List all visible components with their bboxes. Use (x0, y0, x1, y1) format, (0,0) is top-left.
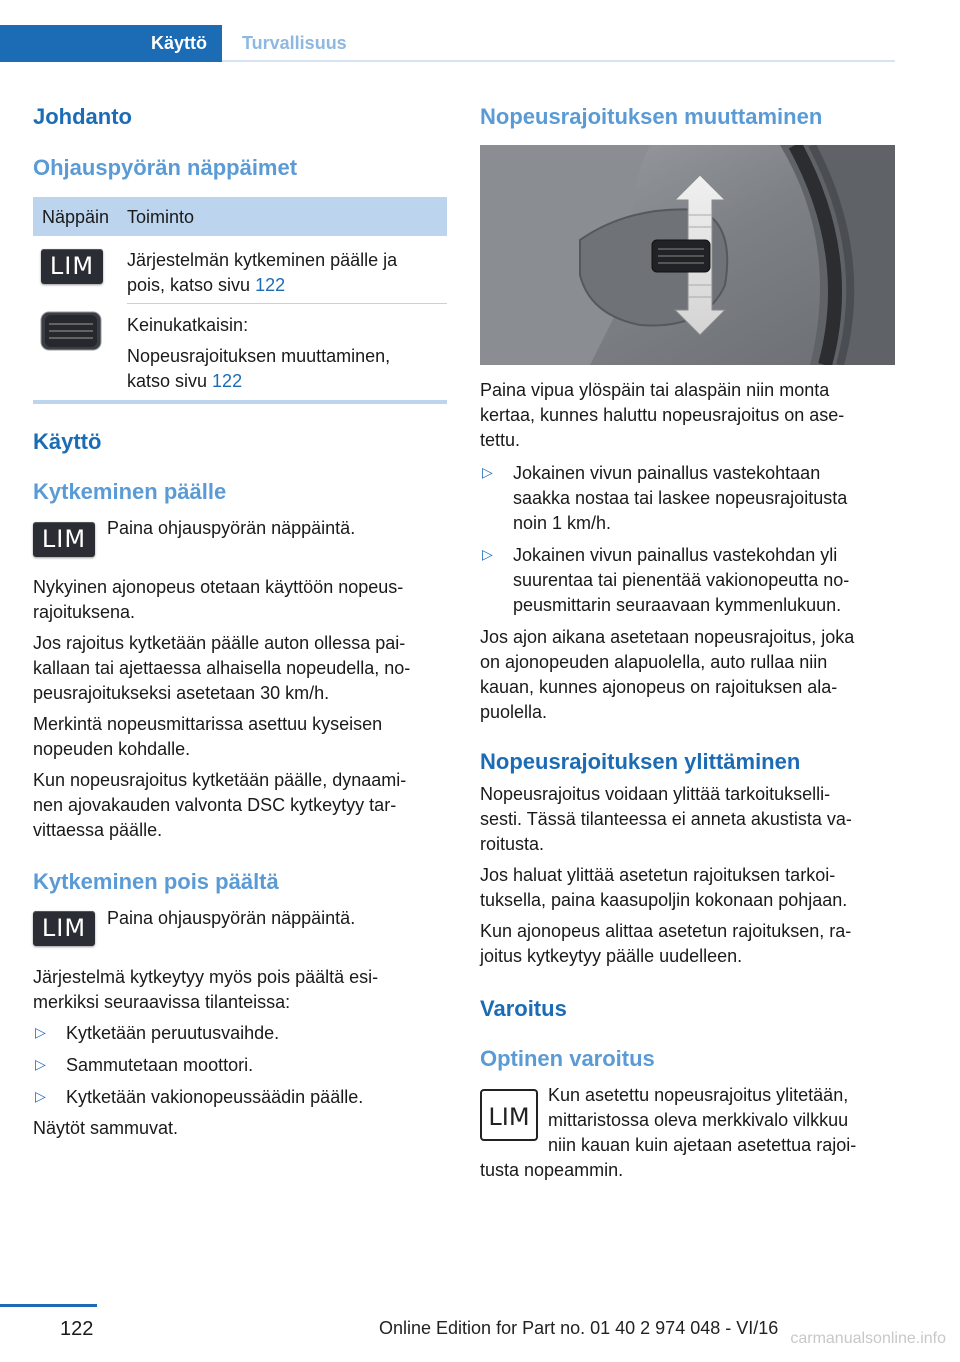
table-header (33, 197, 447, 236)
list-item: saakka nostaa tai laskee nopeusrajoitusta (513, 488, 848, 508)
list-item: peusmittarin seuraavaan kymmenlukuun. (513, 595, 842, 615)
paragraph: Järjestelmä kytkeytyy myös pois päältä esi‐ (33, 967, 379, 987)
paragraph: nopeuden kohdalle. (33, 739, 191, 759)
paragraph: Nykyinen ajonopeus otetaan käyttöön nopeus‐ (33, 577, 404, 597)
heading-varoitus: Varoitus (480, 996, 567, 1021)
paragraph: tettu. (480, 430, 521, 450)
list-item: Kytketään vakionopeussäädin päälle. (66, 1087, 364, 1107)
paragraph: kertaa, kunnes haluttu nopeusrajoitus on ase‐ (480, 405, 845, 425)
paragraph: Paina vipua ylöspäin tai alaspäin niin monta (480, 380, 830, 400)
instruction-text: Paina ohjauspyörän näppäintä. (107, 518, 356, 538)
list-item: noin 1 km/h. (513, 513, 612, 533)
page-link[interactable]: 122 (255, 275, 286, 295)
row-divider (127, 303, 447, 304)
list-item: Kytketään peruutusvaihde. (66, 1023, 280, 1043)
paragraph: Jos rajoitus kytketään päälle auton ollessa pai‐ (33, 633, 406, 653)
paragraph: kallaan tai ajettaessa alhaisella nopeudella, no‐ (33, 658, 411, 678)
table-row2-text2: katso sivu 122 (127, 371, 243, 391)
page-link[interactable]: 122 (212, 371, 243, 391)
lim-button-icon: LIM (33, 522, 95, 557)
paragraph: roitusta. (480, 834, 545, 854)
lim-button-icon: LIM (33, 911, 95, 946)
tab-kaytto[interactable] (0, 25, 222, 62)
heading-kaytto: Käyttö (33, 429, 102, 454)
col-nappain: Näppäin (42, 207, 110, 227)
heading-ohjauspyoran-nappaimet: Ohjauspyörän näppäimet (33, 155, 298, 180)
paragraph: Kun nopeusrajoitus kytketään päälle, dynaami‐ (33, 770, 407, 790)
table-row2-text: Nopeusrajoituksen muuttaminen, (127, 346, 391, 366)
table-row1-text2: pois, katso sivu 122 (127, 275, 286, 295)
col-toiminto: Toiminto (127, 207, 195, 227)
rocker-switch-icon (39, 310, 103, 352)
edition-text: Online Edition for Part no. 01 40 2 974 048 - VI/16 (379, 1318, 779, 1338)
paragraph: nen ajovakauden valvonta DSC kytkeytyy tar‐ (33, 795, 397, 815)
heading-optinen-varoitus: Optinen varoitus (480, 1046, 655, 1071)
bullet-triangle-icon: ▷ (482, 464, 493, 480)
heading-kytkeminen-paalle: Kytkeminen päälle (33, 479, 227, 504)
list-item: Jokainen vivun painallus vastekohtaan (513, 463, 821, 483)
heading-johdanto: Johdanto (33, 104, 132, 129)
lim-indicator-icon: LIM (480, 1089, 538, 1141)
paragraph: joitus kytkeytyy päälle uudelleen. (480, 946, 743, 966)
steering-wheel-photo (480, 145, 895, 365)
lim-button-icon: LIM (41, 249, 103, 284)
paragraph: on ajonopeuden alapuolella, auto rullaa niin (480, 652, 828, 672)
paragraph: puolella. (480, 702, 548, 722)
table-row1-text: Järjestelmän kytkeminen päälle ja (127, 250, 398, 270)
paragraph: Näytöt sammuvat. (33, 1118, 179, 1138)
paragraph: vittaessa päälle. (33, 820, 163, 840)
tab-kaytto-label: Käyttö (150, 33, 207, 53)
paragraph: Kun asetettu nopeusrajoitus ylitetään, (548, 1085, 849, 1105)
paragraph: sesti. Tässä tilanteessa ei anneta akustista va‐ (480, 809, 852, 829)
list-item: Jokainen vivun painallus vastekohdan yli (513, 545, 838, 565)
bullet-triangle-icon: ▷ (482, 546, 493, 562)
paragraph: peusrajoitukseksi asetetaan 30 km/h. (33, 683, 330, 703)
paragraph: Jos haluat ylittää asetetun rajoituksen tarkoi‐ (480, 865, 836, 885)
tab-turvallisuus-label: Turvallisuus (242, 33, 347, 53)
paragraph: Kun ajonopeus alittaa asetetun rajoituksen, ra‐ (480, 921, 852, 941)
watermark: carmanualsonline.info (790, 1330, 946, 1347)
heading-ylittaminen: Nopeusrajoituksen ylittäminen (480, 749, 801, 774)
paragraph: merkiksi seuraavissa tilanteissa: (33, 992, 291, 1012)
bullet-triangle-icon: ▷ (35, 1056, 46, 1072)
list-item: Sammutetaan moottori. (66, 1055, 254, 1075)
tab-turvallisuus[interactable] (222, 25, 895, 62)
paragraph: Merkintä nopeusmittarissa asettuu kyseisen (33, 714, 383, 734)
paragraph: tusta nopeammin. (480, 1160, 624, 1180)
bullet-triangle-icon: ▷ (35, 1024, 46, 1040)
paragraph: rajoituksena. (33, 602, 136, 622)
table-bottom-border (33, 400, 447, 404)
paragraph: tuksella, paina kaasupoljin kokonaan pohjaan. (480, 890, 848, 910)
paragraph: Nopeusrajoitus voidaan ylittää tarkoitukselli‐ (480, 784, 831, 804)
paragraph: mittaristossa oleva merkkivalo vilkkuu (548, 1110, 849, 1130)
page-number: 122 (60, 1318, 94, 1340)
table-row2-title: Keinukatkaisin: (127, 315, 249, 335)
list-item: suurentaa tai pienentää vakionopeutta no‐ (513, 570, 850, 590)
footer-accent (0, 1304, 97, 1307)
bullet-triangle-icon: ▷ (35, 1088, 46, 1104)
paragraph: Jos ajon aikana asetetaan nopeusrajoitus, joka (480, 627, 855, 647)
paragraph: niin kauan kuin ajetaan asetettua rajoi‐ (548, 1135, 857, 1155)
heading-kytkeminen-pois: Kytkeminen pois päältä (33, 869, 279, 894)
header-tabs (0, 25, 895, 62)
heading-nopeusrajoituksen-muuttaminen: Nopeusrajoituksen muuttaminen (480, 104, 823, 129)
paragraph: kauan, kunnes ajonopeus on rajoituksen ala‐ (480, 677, 838, 697)
instruction-text: Paina ohjauspyörän näppäintä. (107, 908, 356, 928)
